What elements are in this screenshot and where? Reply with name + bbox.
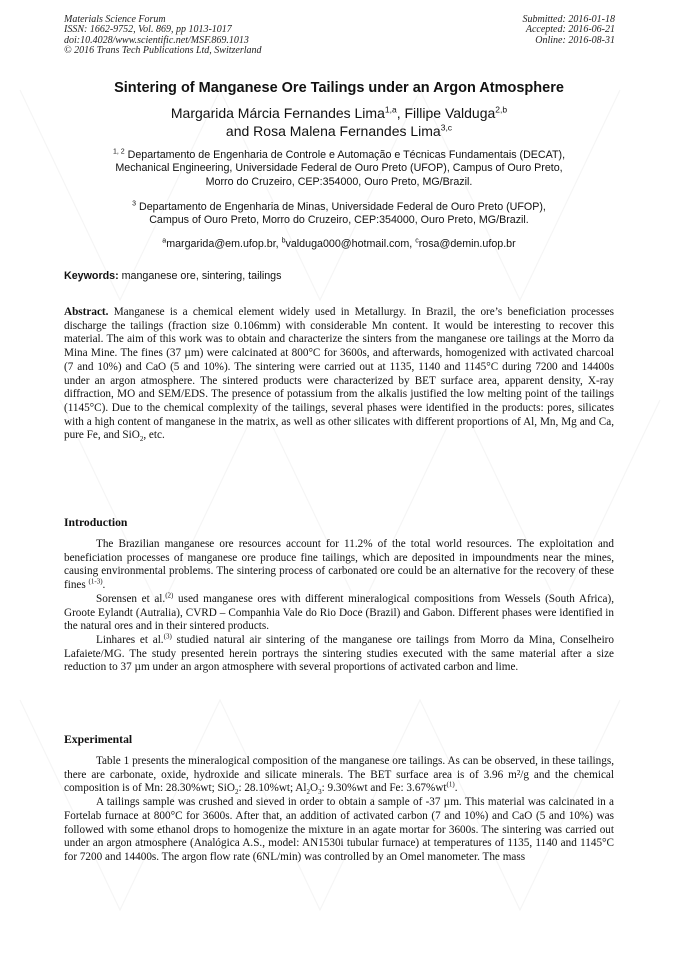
email-address: rosa@demin.ufop.br (418, 238, 516, 250)
copyright-line: © 2016 Trans Tech Publications Ltd, Switzerland (64, 45, 262, 57)
author-conjunction: and (225, 123, 254, 139)
paragraph-text: : 28.10%wt; Al (238, 782, 307, 795)
submitted-date: Submitted: 2016-01-18 (522, 14, 615, 25)
author-emails (40, 238, 638, 251)
subscript: 2 (139, 435, 144, 444)
experimental-body (64, 755, 614, 865)
paragraph: A tailings sample was crushed and sieved in order to obtain a sample of -37 µm. This material was calcinated in a Fortelab furnace at 800°C for 3600s. After that, an addition of activated carbon (7 and 10%) and CaO (5 and 10%) was followed with some ethanol drops to homogenize the mixture in an agate mortar for 3600s. The sintering was carried out under an argon atmosphere (Analógica A.S., model: AN1530i tubular furnace) at temperatures of 1135, 1140 and 1145°C for 7200 and 14400s. The argon flow rate (6NL/min) was controlled by an Omel manometer. The mass (64, 796, 614, 863)
affiliation-line: Morro do Cruzeiro, CEP:354000, Ouro Preto, MG/Brazil. (205, 175, 473, 188)
affiliation-line: Departamento de Engenharia de Controle e Automação e Técnicas Fundamentais (DECAT), (124, 149, 566, 161)
doi-line: doi:10.4028/www.scientific.net/MSF.869.1013 (64, 34, 249, 46)
paragraph (64, 634, 614, 675)
paragraph-text: : 9.30%wt and Fe: 3.67%wt (321, 782, 447, 795)
abstract-text: Manganese is a chemical element widely used in Metallurgy. In Brazil, the ore’s beneficiation processes discharge the tailings (fraction size 0.106mm) with considerable Mn content. It would be interesting to recover this material. The aim of this work was to obtain and characterize the sinters from the manganese ore tailings at the Morro da Mina Mine. The fines (37 µm) were calcinated at 800°C for 3600s, and afterwards, homogenized with activated charcoal (7 and 10%) and CaO (5 and 10%). The sintering were carried out at 1135, 1140 and 1145°C during 7200 and 14400s under an argon atmosphere. The sintered products were characterized by BET surface area, apparent density, X-ray diffraction, MO and SEM/EDS. The presence of potassium from the alkalis justified the low melting point of the tailings (1145°C). Due to the chemical complexity of the tailings, several phases were identified in the products: pores, silicates with a high content of manganese in the matrix, as well as other silicates with different proportions of Al, Mn, Mg and Ca, pure Fe, and SiO (64, 306, 614, 442)
submission-dates (523, 15, 616, 46)
author-affiliation-mark: 1,a (384, 104, 397, 115)
author-separator: , (396, 105, 405, 121)
paragraph-text: used manganese ores with different mineralogical compositions from Wessels (South Africa), Groote Eylandt (Autralia), CVRD – Companhia Vale do Rio Doce (Brazil) and Gabon. Different phases were identified in the natural ores and in their sintered products. (64, 592, 614, 633)
keywords-label: Keywords: (64, 270, 119, 282)
journal-name: Materials Science Forum (64, 14, 166, 25)
online-date: Online: 2016-08-31 (535, 34, 615, 46)
issn-line: ISSN: 1662-9752, Vol. 869, pp 1013-1017 (64, 24, 232, 36)
subscript: 2 (306, 788, 310, 797)
abstract (64, 306, 614, 443)
author-name: Margarida Márcia Fernandes Lima (170, 105, 385, 121)
paragraph-text: . (102, 579, 106, 592)
citation: (3) (163, 632, 172, 641)
author-list (40, 104, 638, 140)
citation: (2) (165, 591, 174, 600)
affiliation-line: Campus of Ouro Preto, Morro do Cruzeiro, CEP:354000, Ouro Preto, MG/Brazil. (149, 214, 529, 227)
paragraph-text: . (454, 782, 458, 795)
affiliation-mark: 3 (132, 200, 136, 208)
paragraph-text: O (310, 782, 319, 795)
abstract-label: Abstract. (64, 306, 109, 318)
affiliation-2 (40, 201, 638, 228)
paragraph (64, 593, 614, 634)
keywords (64, 270, 281, 282)
citation: (1-3) (88, 577, 103, 586)
subscript: 3 (318, 788, 322, 797)
author-name: Fillipe Valduga (404, 105, 496, 121)
author-affiliation-mark: 3,c (440, 122, 453, 133)
affiliation-line: Mechanical Engineering, Universidade Federal de Ouro Preto (UFOP), Campus of Ouro Preto, (115, 162, 563, 175)
citation: (1) (446, 780, 455, 789)
email-address: valduga000@hotmail.com, (285, 238, 416, 250)
affiliation-1 (40, 149, 638, 189)
email-address: margarida@em.ufop.br, (166, 238, 282, 250)
introduction-body (64, 538, 614, 675)
affiliation-mark: 1, 2 (112, 148, 125, 156)
paragraph-text: Linhares et al. (96, 633, 164, 646)
section-heading-experimental: Experimental (64, 733, 133, 746)
paragraph-text: studied natural air sintering of the manganese ore tailings from Morro da Mina, Conselheiro Lafaiete/MG. The study presented herein portrays the sintering studies executed with the same material after a size reduction to 37 µm under an argon atmosphere with several proportions of activated carbon and lime. (64, 633, 614, 674)
paragraph (64, 538, 614, 593)
keywords-text: manganese ore, sintering, tailings (118, 270, 282, 282)
affiliation-line: Departamento de Engenharia de Minas, Universidade Federal de Ouro Preto (UFOP), (136, 201, 546, 213)
paragraph-text: Sorensen et al. (96, 592, 166, 605)
subscript: 2 (234, 788, 239, 797)
email-mark: c (415, 237, 419, 245)
email-mark: a (162, 237, 167, 245)
paper-title: Sintering of Manganese Ore Tailings under an Argon Atmosphere (114, 80, 564, 96)
section-heading-introduction: Introduction (64, 516, 128, 529)
author-name: Rosa Malena Fernandes Lima (253, 123, 441, 139)
paragraph-text: Table 1 presents the mineralogical composition of the manganese ore tailings. As can be observed, in these tailings, there are carbonate, oxide, hydroxide and silicate minerals. The BET surface area is of 3.96 m²/g and the chemical composition is of Mn: 28.30%wt; SiO (64, 755, 614, 795)
journal-info (64, 15, 262, 57)
email-mark: b (281, 237, 286, 245)
accepted-date: Accepted: 2016-06-21 (525, 24, 615, 36)
abstract-text: , etc. (143, 429, 165, 442)
author-affiliation-mark: 2,b (495, 104, 508, 115)
paragraph (64, 755, 614, 796)
paragraph-text: The Brazilian manganese ore resources account for 11.2% of the total world resources. The exploitation and beneficiation processes of manganese ore produce fine tailings, which are deposited in impoundments near the mines, causing environmental problems. The sintering process of carbonated ore could be an alternative for the recovery of these fines (64, 538, 614, 592)
